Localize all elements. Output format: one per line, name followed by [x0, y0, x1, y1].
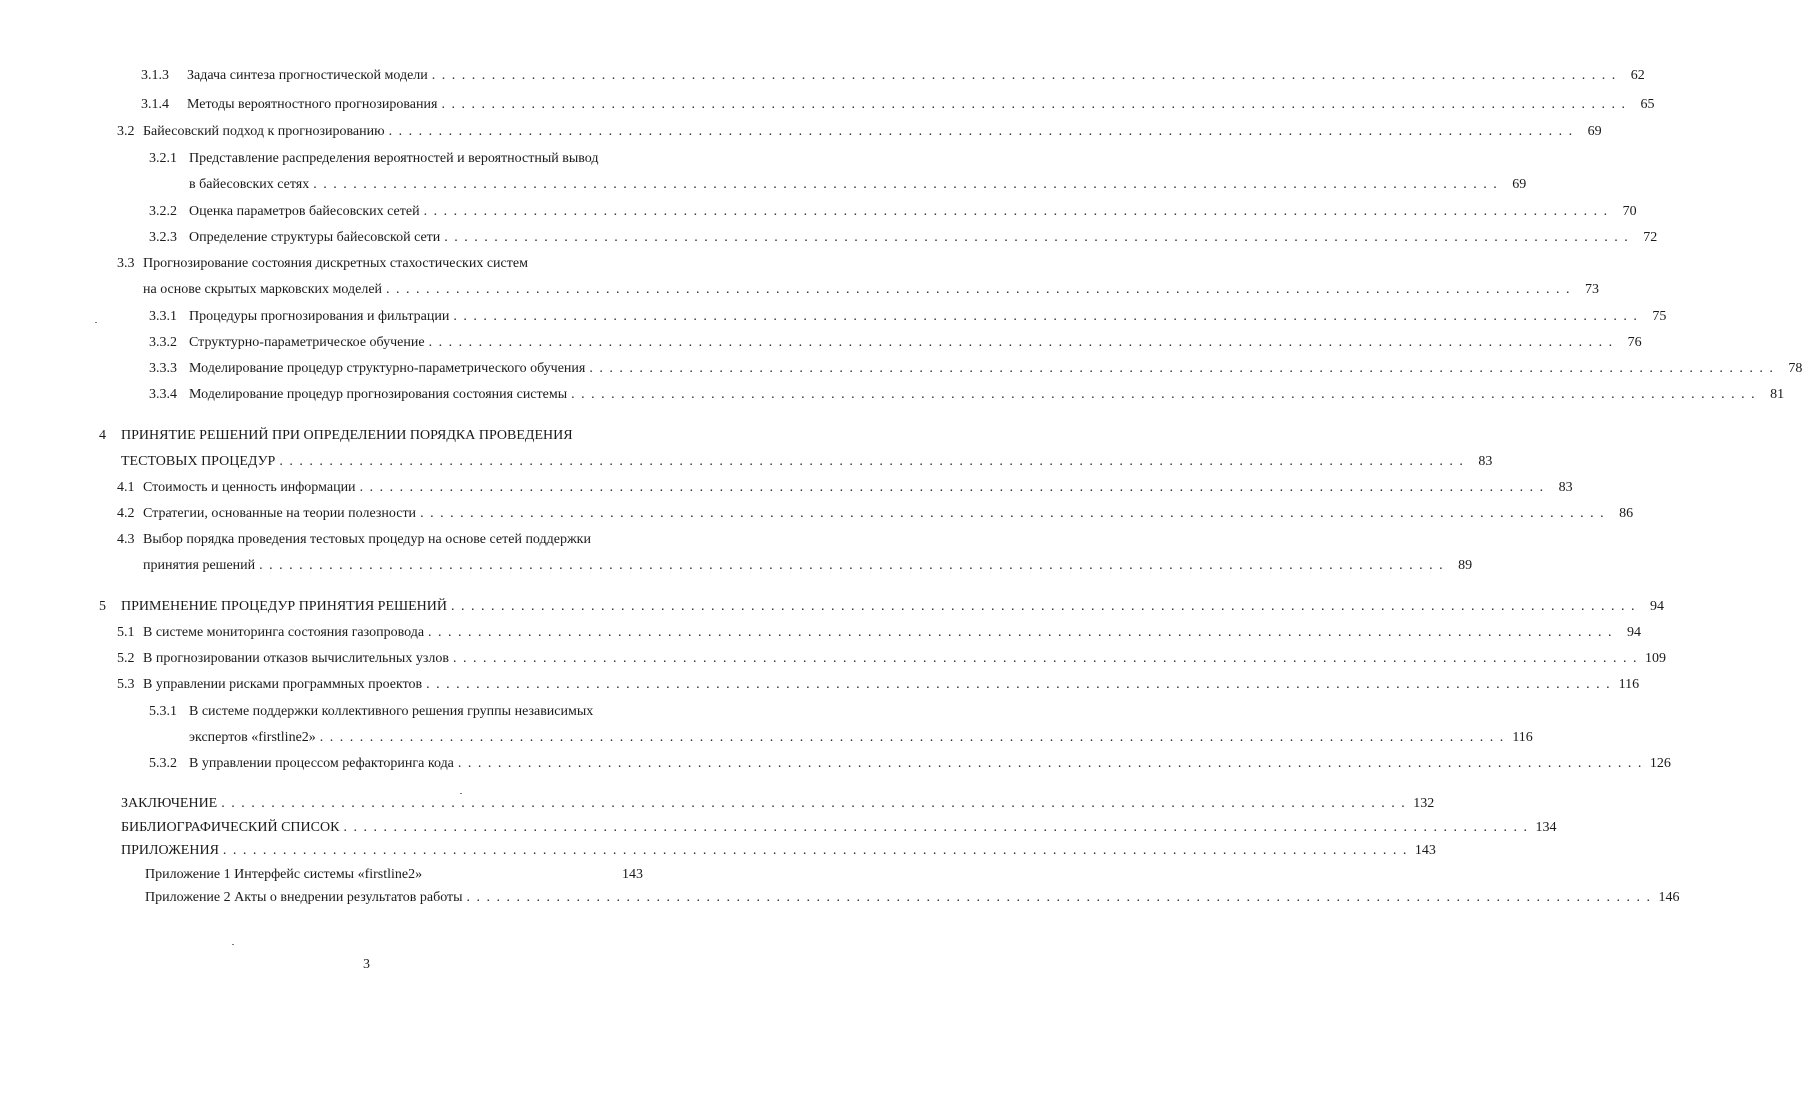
toc-entry-page: 116	[1512, 730, 1533, 745]
toc-entry	[149, 703, 643, 721]
toc-leader-dots: . . . . . . . . . . . . . . . . . . . . . . . . . . . . . . . . . . . . . . . . . . . . . . . . . . . . . . . . . . . . . . . . . . . . . . . . . . . . . . . . . . . . . . . . . . . . . . . . . . . . . . . . . . . . . . . . . . . . . . .	[589, 361, 1775, 376]
toc-entry	[117, 123, 1602, 141]
toc-entry	[149, 229, 1658, 247]
toc-entry-title: ПРИНЯТИЕ РЕШЕНИЙ ПРИ ОПРЕДЕЛЕНИИ ПОРЯДКА ПРОВЕДЕНИЯ	[121, 428, 573, 443]
toc-entry-title: на основе скрытых марковских моделей	[143, 282, 383, 297]
toc-leader-dots: . . . . . . . . . . . . . . . . . . . . . . . . . . . . . . . . . . . . . . . . . . . . . . . . . . . . . . . . . . . . . . . . . . . . . . . . . . . . . . . . . . . . . . . . . . . . . . . . . . . . . . . . . . . . . . . . . . . . . . .	[466, 890, 1652, 905]
toc-leader-dots: . . . . . . . . . . . . . . . . . . . . . . . . . . . . . . . . . . . . . . . . . . . . . . . . . . . . . . . . . . . . . . . . . . . . . . . . . . . . . . . . . . . . . . . . . . . . . . . . . . . . . . . . . . . . . . . . . . . . . . .	[313, 177, 1499, 192]
toc-entry-number: 3.2.2	[149, 204, 177, 219]
toc-entry-title: В управлении процессом рефакторинга кода	[189, 756, 454, 771]
toc-entry-continuation	[121, 453, 1493, 471]
toc-entry-page: 83	[1558, 480, 1573, 495]
toc-entry-title: Приложение 2 Акты о внедрении результатов работы	[145, 890, 463, 905]
toc-leader-dots: . . . . . . . . . . . . . . . . . . . . . . . . . . . . . . . . . . . . . . . . . . . . . . . . . . . . . . . . . . . . . . . . . . . . . . . . . . . . . . . . . . . . . . . . . . . . . . . . . . . . . . . . . . . . . . . . . . . . . . .	[222, 843, 1408, 858]
toc-entry	[145, 889, 1680, 907]
toc-entry-number: 3.1.4	[141, 97, 169, 112]
toc-entry-page: 72	[1643, 230, 1658, 245]
toc-entry-page: 109	[1644, 651, 1666, 666]
toc-leader-dots: . . . . . . . . . . . . . . . . . . . . . . . . . . . . . . . . . . . . . . . . . . . . . . . . . . . . . . . . . . . . . . . . . . . . . . . . . . . . . . . . . . . . . . . . . . . . . . . . . . . . . . . . . . . . . . . . . . . . . . .	[452, 651, 1638, 666]
toc-entry-number: 3.2.3	[149, 230, 177, 245]
toc-entry	[145, 866, 643, 884]
toc-entry-number: 5.1	[117, 625, 135, 640]
toc-entry-title: экспертов «firstline2»	[189, 730, 316, 745]
toc-leader-dots: . . . . . . . . . . . . . . . . . . . . . . . . . . . . . . . . . . . . . . . . . . . . . . . . . . . . . . . . . . . . . . . . . . . . . . . . . . . . . . . . . . . . . . . . . . . . . . . . . . . . . . . . . . . . . . . . . . . . . . .	[428, 625, 1614, 640]
toc-entry-title: Оценка параметров байесовских сетей	[189, 204, 420, 219]
toc-entry-page: 78	[1788, 361, 1802, 376]
toc-entry-page: 70	[1622, 204, 1637, 219]
toc-entry-number: 4	[99, 428, 106, 443]
toc-entry-title: ПРИЛОЖЕНИЯ	[121, 843, 219, 858]
toc-entry-page: 94	[1650, 599, 1664, 614]
toc-entry-title: В системе поддержки коллективного решения группы независимых	[189, 704, 594, 719]
toc-leader-dots: . . . . . . . . . . . . . . . . . . . . . . . . . . . . . . . . . . . . . . . . . . . . . . . . . . . . . . . . . . . . . . . . . . . . . . . . . . . . . . . . . . . . . . . . . . . . . . . . . . . . . . . . . . . . . . . . . . . . . . .	[571, 387, 1757, 402]
toc-entry	[141, 67, 1645, 85]
toc-entry-number: 5.3.1	[149, 704, 177, 719]
toc-leader-dots: . . . . . . . . . . . . . . . . . . . . . . . . . . . . . . . . . . . . . . . . . . . . . . . . . . . . . . . . . . . . . . . . . . . . . . . . . . . . . . . . . . . . . . . . . . . . . . . . . . . . . . . . . . . . . . . . . . . . . . .	[359, 480, 1545, 495]
toc-entry	[121, 819, 1557, 837]
toc-entry-page: 83	[1478, 454, 1493, 469]
scan-speck	[460, 793, 462, 794]
toc-entry	[99, 598, 1664, 616]
toc-entry-continuation	[189, 176, 1527, 194]
toc-entry-title: Методы вероятностного прогнозирования	[187, 97, 438, 112]
toc-entry-page: 89	[1458, 558, 1473, 573]
toc-entry-page: 126	[1649, 756, 1671, 771]
toc-entry-continuation	[143, 557, 1473, 575]
toc-entry	[149, 150, 643, 168]
toc-entry-page: 143	[622, 867, 643, 882]
toc-entry-page: 143	[1414, 843, 1436, 858]
toc-entry-page: 69	[1587, 124, 1602, 139]
toc-entry	[149, 334, 1642, 352]
toc-entry-page: 81	[1770, 387, 1785, 402]
toc-entry-title: Представление распределения вероятностей и вероятностный вывод	[189, 151, 599, 166]
toc-leader-dots: . . . . . . . . . . . . . . . . . . . . . . . . . . . . . . . . . . . . . . . . . . . . . . . . . . . . . . . . . . . . . . . . . . . . . . . . . . . . . . . . . . . . . . . . . . . . . . . . . . . . . . . . . . . . . . . . . . . . . . .	[221, 796, 1407, 811]
toc-entry-title: В системе мониторинга состояния газопровода	[143, 625, 425, 640]
toc-leader-dots: . . . . . . . . . . . . . . . . . . . . . . . . . . . . . . . . . . . . . . . . . . . . . . . . . . . . . . . . . . . . . . . . . . . . . . . . . . . . . . . . . . . . . . . . . . . . . . . . . . . . . . . . . . . . . . . . . . . . . . .	[457, 756, 1643, 771]
toc-entry-page: 69	[1512, 177, 1527, 192]
toc-leader-dots: . . . . . . . . . . . . . . . . . . . . . . . . . . . . . . . . . . . . . . . . . . . . . . . . . . . . . . . . . . . . . . . . . . . . . . . . . . . . . . . . . . . . . . . . . . . . . . . . . . . . . . . . . . . . . . . . . . . . . . .	[343, 820, 1529, 835]
toc-entry-page: 132	[1413, 796, 1435, 811]
toc-leader-dots: . . . . . . . . . . . . . . . . . . . . . . . . . . . . . . . . . . . . . . . . . . . . . . . . . . . . . . . . . . . . . . . . . . . . . . . . . . . . . . . . . . . . . . . . . . . . . . . . . . . . . . . . . . . . . . . . . . . . . . .	[319, 730, 1505, 745]
toc-entry-page: 86	[1619, 506, 1634, 521]
toc-entry-title: ТЕСТОВЫХ ПРОЦЕДУР	[121, 454, 276, 469]
toc-entry	[149, 386, 1785, 404]
toc-entry-number: 4.3	[117, 532, 135, 547]
toc-entry-title: В управлении рисками программных проектов	[143, 677, 423, 692]
toc-entry-title: Процедуры прогнозирования и фильтрации	[189, 309, 450, 324]
toc-leader-dots: . . . . . . . . . . . . . . . . . . . . . . . . . . . . . . . . . . . . . . . . . . . . . . . . . . . . . . . . . . . . . . . . . . . . . . . . . . . . . . . . . . . . . . . . . . . . . . . . . . . . . . . . . . . . . . . . . . . . . . .	[279, 454, 1465, 469]
toc-leader-dots: . . . . . . . . . . . . . . . . . . . . . . . . . . . . . . . . . . . . . . . . . . . . . . . . . . . . . . . . . . . . . . . . . . . . . . . . . . . . . . . . . . . . . . . . . . . . . . . . . . . . . . . . . . . . . . . . . . . . . . .	[388, 124, 1574, 139]
toc-entry	[117, 505, 1634, 523]
toc-entry-page: 76	[1627, 335, 1642, 350]
toc-entry-title: Моделирование процедур прогнозирования состояния системы	[189, 387, 568, 402]
toc-leader-dots: . . . . . . . . . . . . . . . . . . . . . . . . . . . . . . . . . . . . . . . . . . . . . . . . . . . . . . . . . . . . . . . . . . . . . . . . . . . . . . . . . . . . . . . . . . . . . . . . . . . . . . . . . . . . . . . . . . . . . . .	[259, 558, 1445, 573]
toc-entry-title: Задача синтеза прогностической модели	[187, 68, 428, 83]
toc-entry-continuation	[189, 729, 1533, 747]
toc-entry-title: Моделирование процедур структурно-параметрического обучения	[189, 361, 586, 376]
toc-entry	[149, 360, 1802, 378]
toc-entry	[117, 650, 1666, 668]
toc-entry	[149, 755, 1671, 773]
scan-speck	[95, 322, 97, 323]
toc-entry-title: Стоимость и ценность информации	[143, 480, 356, 495]
toc-entry-number: 5.3	[117, 677, 135, 692]
toc-entry	[117, 255, 643, 273]
toc-leader-dots: . . . . . . . . . . . . . . . . . . . . . . . . . . . . . . . . . . . . . . . . . . . . . . . . . . . . . . . . . . . . . . . . . . . . . . . . . . . . . . . . . . . . . . . . . . . . . . . . . . . . . . . . . . . . . . . . . . . . . . .	[423, 204, 1609, 219]
toc-entry-number: 5.2	[117, 651, 135, 666]
toc-entry-page: 62	[1630, 68, 1645, 83]
toc-entry-number: 3.3.4	[149, 387, 177, 402]
toc-entry-number: 3.3.3	[149, 361, 177, 376]
toc-entry-title: Стратегии, основанные на теории полезности	[143, 506, 417, 521]
toc-entry-title: Структурно-параметрическое обучение	[189, 335, 425, 350]
toc-entry-page: 134	[1535, 820, 1557, 835]
toc-entry-continuation	[143, 281, 1600, 299]
toc-entry-title: ПРИМЕНЕНИЕ ПРОЦЕДУР ПРИНЯТИЯ РЕШЕНИЙ	[121, 599, 447, 614]
toc-entry	[117, 676, 1640, 694]
page-number: 3	[363, 957, 370, 972]
toc-entry	[141, 96, 1655, 114]
toc-entry	[99, 427, 643, 445]
toc-entry-number: 3.2.1	[149, 151, 177, 166]
toc-leader-dots: . . . . . . . . . . . . . . . . . . . . . . . . . . . . . . . . . . . . . . . . . . . . . . . . . . . . . . . . . . . . . . . . . . . . . . . . . . . . . . . . . . . . . . . . . . . . . . . . . . . . . . . . . . . . . . . . . . . . . . .	[428, 335, 1614, 350]
scan-speck	[232, 944, 234, 945]
toc-leader-dots: . . . . . . . . . . . . . . . . . . . . . . . . . . . . . . . . . . . . . . . . . . . . . . . . . . . . . . . . . . . . . . . . . . . . . . . . . . . . . . . . . . . . . . . . . . . . . . . . . . . . . . . . . . . . . . . . . . . . . . .	[386, 282, 1572, 297]
toc-entry	[121, 795, 1435, 813]
toc-entry	[117, 531, 643, 549]
toc-entry-number: 3.3.2	[149, 335, 177, 350]
toc-entry-title: Определение структуры байесовской сети	[189, 230, 441, 245]
toc-entry-title: Байесовский подход к прогнозированию	[143, 124, 385, 139]
toc-entry-page: 94	[1627, 625, 1642, 640]
toc-entry-number: 4.2	[117, 506, 135, 521]
toc-entry-number: 5	[99, 599, 106, 614]
toc-entry-number: 3.1.3	[141, 68, 169, 83]
toc-entry-title: в байесовских сетях	[189, 177, 310, 192]
toc-entry-title: Прогнозирование состояния дискретных стахостических систем	[143, 256, 528, 271]
toc-leader-dots: . . . . . . . . . . . . . . . . . . . . . . . . . . . . . . . . . . . . . . . . . . . . . . . . . . . . . . . . . . . . . . . . . . . . . . . . . . . . . . . . . . . . . . . . . . . . . . . . . . . . . . . . . . . . . . . . . . . . . . .	[451, 599, 1636, 614]
toc-entry-page: 65	[1640, 97, 1655, 112]
toc-entry-page: 75	[1652, 309, 1667, 324]
toc-entry-number: 4.1	[117, 480, 135, 495]
toc-entry-number: 3.2	[117, 124, 135, 139]
toc-entry-title: ЗАКЛЮЧЕНИЕ	[121, 796, 218, 811]
toc-leader-dots: . . . . . . . . . . . . . . . . . . . . . . . . . . . . . . . . . . . . . . . . . . . . . . . . . . . . . . . . . . . . . . . . . . . . . . . . . . . . . . . . . . . . . . . . . . . . . . . . . . . . . . . . . . . . . . . . . . . . . . .	[431, 68, 1617, 83]
toc-entry-number: 3.3.1	[149, 309, 177, 324]
toc-entry-page: 146	[1658, 890, 1680, 905]
toc-entry-title: принятия решений	[143, 558, 256, 573]
toc-leader-dots: . . . . . . . . . . . . . . . . . . . . . . . . . . . . . . . . . . . . . . . . . . . . . . . . . . . . . . . . . . . . . . . . . . . . . . . . . . . . . . . . . . . . . . . . . . . . . . . . . . . . . . . . . . . . . . . . . . . . . . .	[420, 506, 1606, 521]
toc-entry	[121, 842, 1436, 860]
toc-entry	[117, 479, 1573, 497]
toc-leader-dots: . . . . . . . . . . . . . . . . . . . . . . . . . . . . . . . . . . . . . . . . . . . . . . . . . . . . . . . . . . . . . . . . . . . . . . . . . . . . . . . . . . . . . . . . . . . . . . . . . . . . . . . . . . . . . . . . . . . . . . .	[444, 230, 1630, 245]
toc-leader-dots: . . . . . . . . . . . . . . . . . . . . . . . . . . . . . . . . . . . . . . . . . . . . . . . . . . . . . . . . . . . . . . . . . . . . . . . . . . . . . . . . . . . . . . . . . . . . . . . . . . . . . . . . . . . . . . . . . . . . . . .	[426, 677, 1612, 692]
toc-entry-title: Выбор порядка проведения тестовых процедур на основе сетей поддержки	[143, 532, 591, 547]
toc-entry	[117, 624, 1642, 642]
toc-entry	[149, 308, 1667, 326]
toc-entry-number: 5.3.2	[149, 756, 177, 771]
toc-leader-dots: . . . . . . . . . . . . . . . . . . . . . . . . . . . . . . . . . . . . . . . . . . . . . . . . . . . . . . . . . . . . . . . . . . . . . . . . . . . . . . . . . . . . . . . . . . . . . . . . . . . . . . . . . . . . . . . . . . . . . . .	[453, 309, 1639, 324]
toc-entry-title: В прогнозировании отказов вычислительных узлов	[143, 651, 449, 666]
toc-entry-title: Приложение 1 Интерфейс системы «firstline2»	[145, 867, 423, 882]
toc-entry-page: 116	[1618, 677, 1640, 692]
toc-entry-page: 73	[1585, 282, 1600, 297]
toc-entry-title: БИБЛИОГРАФИЧЕСКИЙ СПИСОК	[121, 820, 340, 835]
toc-entry-number: 3.3	[117, 256, 135, 271]
toc-leader-dots: . . . . . . . . . . . . . . . . . . . . . . . . . . . . . . . . . . . . . . . . . . . . . . . . . . . . . . . . . . . . . . . . . . . . . . . . . . . . . . . . . . . . . . . . . . . . . . . . . . . . . . . . . . . . . . . . . . . . . . .	[441, 97, 1627, 112]
toc-entry	[149, 203, 1637, 221]
